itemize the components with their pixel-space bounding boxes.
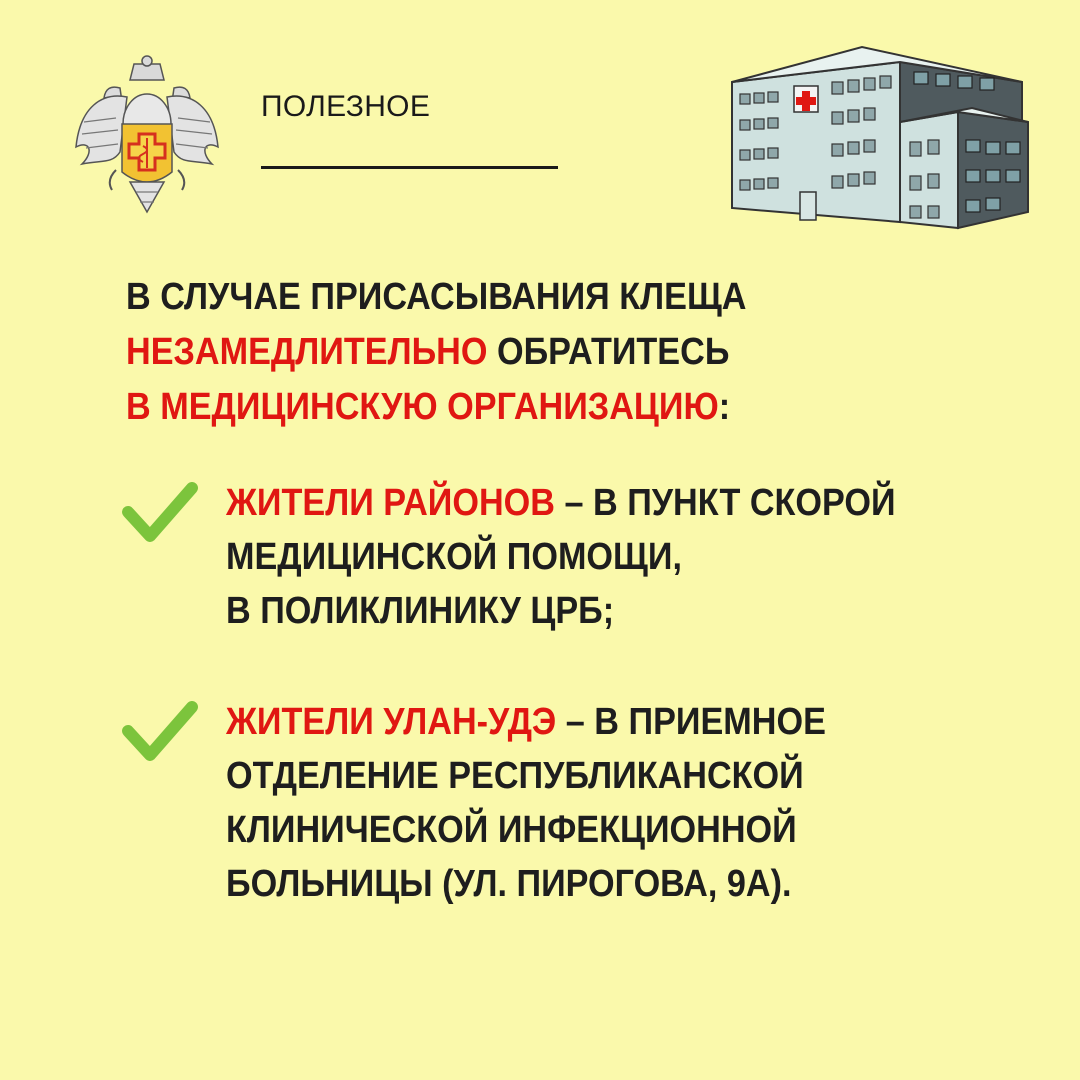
list-item-highlight: ЖИТЕЛИ РАЙОНОВ xyxy=(226,482,555,524)
headline-line-1: В СЛУЧАЕ ПРИСАСЫВАНИЯ КЛЕЩА xyxy=(126,276,747,318)
list-item-line-1-rest: – В ПРИЕМНОЕ xyxy=(556,701,826,743)
list-item-line-3: В ПОЛИКЛИНИКУ ЦРБ; xyxy=(226,590,615,632)
headline-line-2 xyxy=(126,325,900,380)
emblem-icon xyxy=(72,52,222,217)
check-icon xyxy=(122,701,198,761)
headline-line-3 xyxy=(126,380,900,435)
list-item-line-1 xyxy=(226,695,1036,749)
headline-line-2-rest: ОБРАТИТЕСЬ xyxy=(487,331,730,373)
list-item-text xyxy=(226,476,1036,638)
category-label: ПОЛЕЗНОЕ xyxy=(261,90,431,123)
list-item-line-1 xyxy=(226,476,1036,530)
check-icon xyxy=(122,482,198,542)
headline-colon: : xyxy=(718,386,731,428)
list-item-line-2: ОТДЕЛЕНИЕ РЕСПУБЛИКАНСКОЙ xyxy=(226,755,804,797)
hospital-building-icon xyxy=(722,42,1040,230)
headline xyxy=(126,270,900,435)
divider xyxy=(261,166,558,169)
list-item-line-2: МЕДИЦИНСКОЙ ПОМОЩИ, xyxy=(226,536,682,578)
list-item-line-1-rest: – В ПУНКТ СКОРОЙ xyxy=(554,482,896,524)
headline-medical-org: В МЕДИЦИНСКУЮ ОРГАНИЗАЦИЮ xyxy=(126,386,719,428)
list-item-highlight: ЖИТЕЛИ УЛАН-УДЭ xyxy=(226,701,557,743)
headline-urgent: НЕЗАМЕДЛИТЕЛЬНО xyxy=(126,331,488,373)
list-item-text xyxy=(226,695,1036,911)
list-item-line-3: КЛИНИЧЕСКОЙ ИНФЕКЦИОННОЙ xyxy=(226,809,797,851)
list-item-line-4: БОЛЬНИЦЫ (УЛ. ПИРОГОВА, 9А). xyxy=(226,863,792,905)
